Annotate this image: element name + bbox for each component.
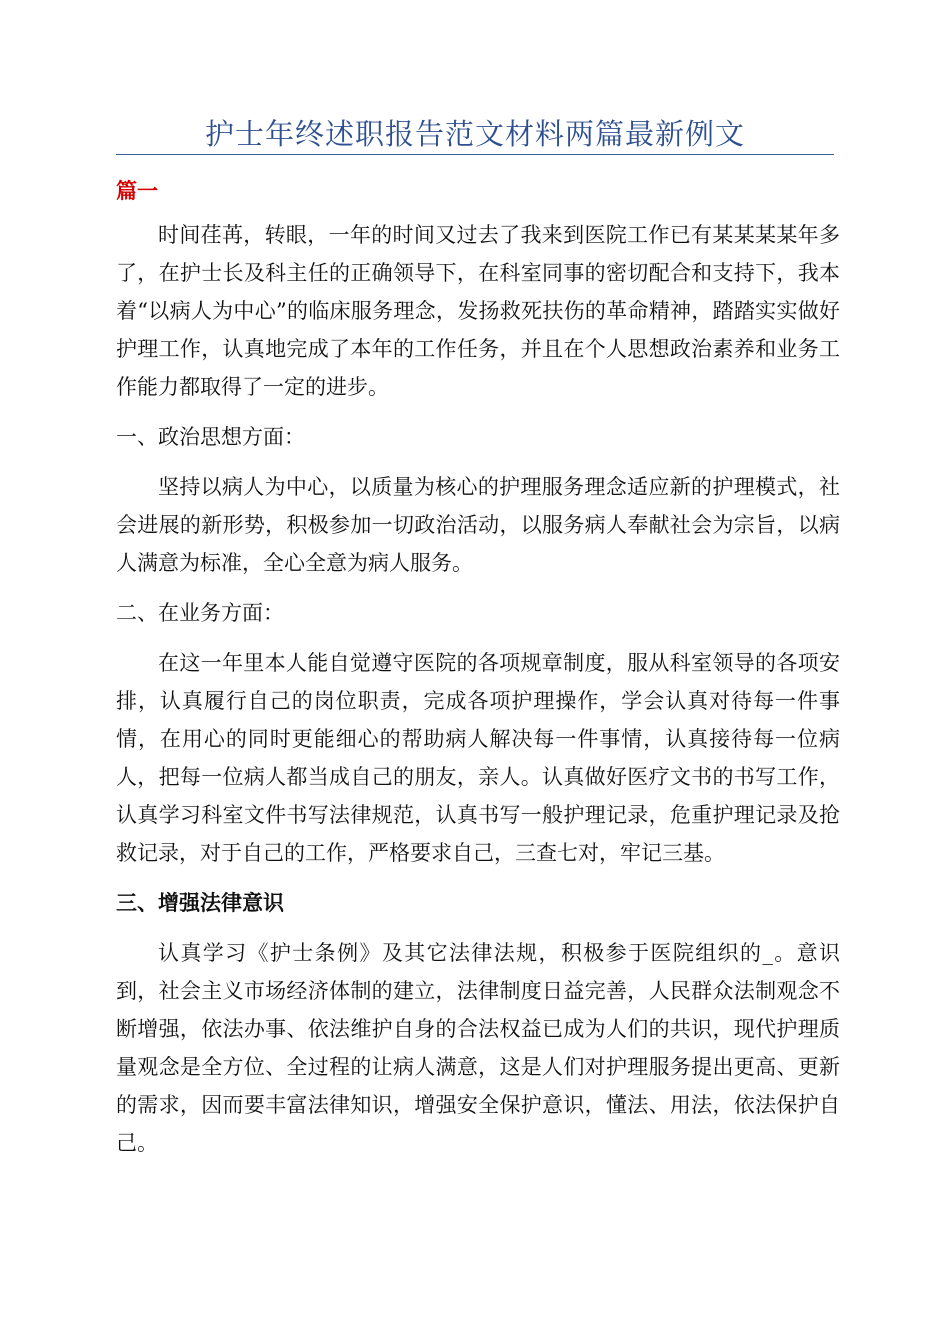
business-heading: 二、在业务方面： (116, 601, 284, 625)
law-paragraph: 认真学习《护士条例》及其它法律法规，积极参于医院组织的_。意识到，社会主义市场经济体制的建立，法律制度日益完善，人民群众法制观念不断增强，依法办事、依法维护自身的合法权益已成为人们的共识，现代护理质量观念是全方位、全过程的让病人满意，这是人们对护理服务提出更高、更新的需求，因而要丰富法律知识，增强安全保护意识，懂法、用法，依法保护自己。 (116, 941, 840, 1155)
intro-paragraph: 时间荏苒，转眼，一年的时间又过去了我来到医院工作已有某某某某年多了，在护士长及科主任的正确领导下，在科室同事的密切配合和支持下，我本着“以病人为中心”的临床服务理念，发扬救死扶伤的革命精神，踏踏实实做好护理工作，认真地完成了本年的工作任务，并且在个人思想政治素养和业务工作能力都取得了一定的进步。 (116, 223, 840, 399)
page-title: 护士年终述职报告范文材料两篇最新例文 (204, 117, 745, 151)
law-heading: 三、增强法律意识 (116, 891, 284, 915)
political-heading: 一、政治思想方面： (116, 425, 305, 449)
section-label: 篇一 (116, 179, 158, 203)
document-body (116, 170, 840, 1162)
title-underline (116, 154, 834, 155)
political-paragraph: 坚持以病人为中心，以质量为核心的护理服务理念适应新的护理模式，社会进展的新形势，积极参加一切政治活动，以服务病人奉献社会为宗旨，以病人满意为标准，全心全意为病人服务。 (116, 475, 840, 575)
business-paragraph: 在这一年里本人能自觉遵守医院的各项规章制度，服从科室领导的各项安排，认真履行自己的岗位职责，完成各项护理操作，学会认真对待每一件事情，在用心的同时更能细心的帮助病人解决每一件事情，认真接待每一位病人，把每一位病人都当成自己的朋友，亲人。认真做好医疗文书的书写工作，认真学习科室文件书写法律规范，认真书写一般护理记录，危重护理记录及抢救记录，对于自己的工作，严格要求自己，三查七对，牢记三基。 (116, 651, 840, 865)
